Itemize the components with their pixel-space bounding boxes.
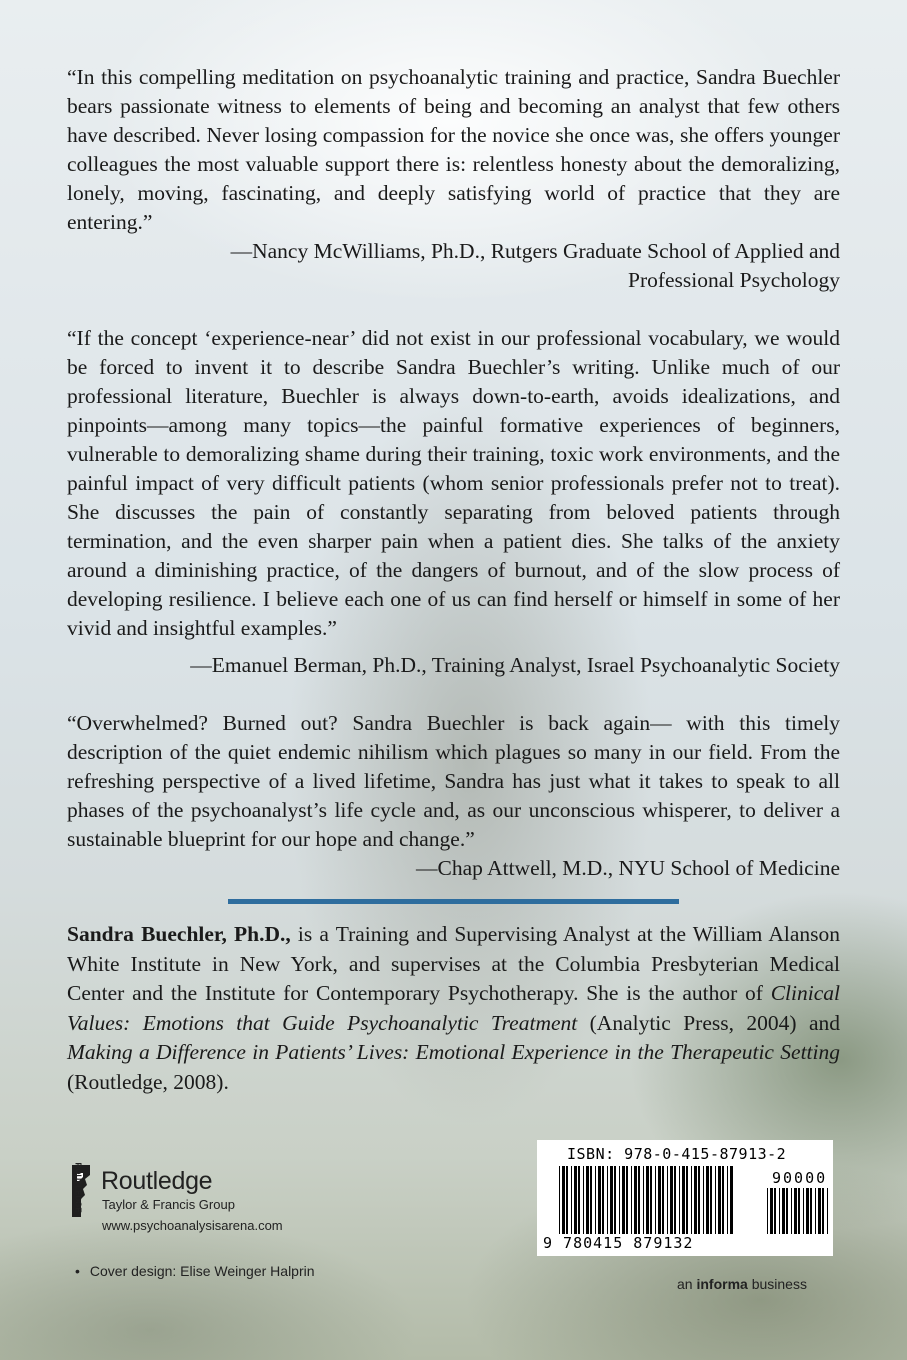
barcode-bar	[590, 1166, 592, 1234]
informa-business	[677, 1276, 807, 1292]
barcode-bar	[643, 1166, 644, 1234]
barcode-bar	[706, 1166, 709, 1234]
quote-attwell: “Overwhelmed? Burned out? Sandra Buechler is back again— with this timely description of the quiet endemic nihilism which plagues so many in our field. From the refreshing perspective of a lived lifetime, Sandra has just what it takes to speak to all phases of the psychoanalyst’s life cycle and, as our unconscious whisperer, to deliver a sustainable blueprint for our hope and change.”	[67, 711, 840, 851]
author-name: Sandra Buechler, Ph.D.,	[67, 922, 291, 946]
barcode-bar	[703, 1166, 704, 1234]
barcode-bar	[798, 1188, 800, 1234]
barcode-bar	[566, 1166, 568, 1234]
publisher-url: www.psychoanalysisarena.com	[102, 1218, 283, 1233]
barcode-bar	[803, 1188, 804, 1234]
barcode-bar	[626, 1166, 628, 1234]
barcode-bar	[631, 1166, 632, 1234]
barcode-bar	[634, 1166, 637, 1234]
barcode-bar	[774, 1188, 776, 1234]
barcode-bar	[583, 1166, 584, 1234]
barcode-bar	[794, 1188, 797, 1234]
barcode-bar	[610, 1166, 613, 1234]
attribution-mcwilliams: —Nancy McWilliams, Ph.D., Rutgers Graduate School of Applied and Professional Psychology	[230, 239, 840, 292]
barcode-bar	[670, 1166, 673, 1234]
informa-suffix: business	[747, 1276, 807, 1292]
barcode-bar	[767, 1188, 768, 1234]
barcode-bar	[614, 1166, 616, 1234]
attribution-attwell: —Chap Attwell, M.D., NYU School of Medicine	[416, 856, 840, 880]
barcode-bar	[810, 1188, 812, 1234]
informa-brand: informa	[696, 1276, 748, 1292]
barcode-bar	[674, 1166, 676, 1234]
cover-credit	[75, 1263, 315, 1279]
barcode-bar	[638, 1166, 640, 1234]
isbn-label: ISBN: 978-0-415-87913-2	[567, 1145, 787, 1163]
publisher-group: Taylor & Francis Group	[102, 1197, 235, 1212]
barcode-bar	[667, 1166, 668, 1234]
barcode-bar	[770, 1188, 773, 1234]
isbn-barcode	[537, 1140, 833, 1256]
publisher-logo	[68, 1163, 368, 1243]
barcode-bar	[686, 1166, 688, 1234]
quote-mcwilliams: “In this compelling meditation on psychoanalytic training and practice, Sandra Buechler bears passionate witness to elements of being and becoming an analyst that few others have described. Never losing compassion for the novice she once was, she offers younger colleagues the most valuable support there is: relentless honesty about the demoralizing, lonely, moving, fascinating, and deeply satisfying world of practice that they are entering.”	[67, 65, 840, 234]
barcode-bar	[818, 1188, 821, 1234]
quote-berman: “If the concept ‘experience-near’ did not exist in our professional vocabulary, we would be forced to invent it to describe Sandra Buechler’s writing. Unlike much of our professional literature, Buechler is always down-to-earth, avoids idealizations, and pinpoints—among many topics—the painful formative experiences of beginners, vulnerable to demoralizing shame during their training, toxic work environments, and the painful impact of very difficult patients (whom senior professionals prefer not to treat). She discusses the pain of constantly separating from beloved patients through termination, and the even sharper pain when a patient dies. She talks of the anxiety around a diminishing practice, of the dangers of burnout, and of the slow process of developing resilience. I believe each one of us can find herself or himself in some of her vivid and insightful examples.”	[67, 326, 840, 640]
barcode-bar	[619, 1166, 620, 1234]
barcode-bar	[658, 1166, 661, 1234]
price-code: 90000	[772, 1169, 828, 1187]
barcode-bar	[791, 1188, 792, 1234]
publisher-name: Routledge	[101, 1167, 213, 1195]
barcode-bar	[578, 1166, 580, 1234]
barcode-bar	[827, 1188, 828, 1234]
barcode-bar	[622, 1166, 625, 1234]
barcode-bar	[722, 1166, 724, 1234]
barcode-bar	[779, 1188, 780, 1234]
informa-prefix: an	[677, 1276, 697, 1292]
barcode-bar	[691, 1166, 692, 1234]
barcode-bar	[602, 1166, 604, 1234]
barcode-bar	[815, 1188, 816, 1234]
barcode-bar	[727, 1166, 728, 1234]
bio-text-2: (Analytic Press, 2004) and	[577, 1010, 840, 1035]
barcode-bar	[718, 1166, 721, 1234]
barcode-bar	[694, 1166, 697, 1234]
barcode-bar	[715, 1166, 716, 1234]
barcode-bar	[595, 1166, 596, 1234]
book-title-1: Clinical Values: Emotions that Guide Psychoanalytic Treatment	[67, 981, 840, 1035]
barcode-bar	[679, 1166, 680, 1234]
barcode-bar	[598, 1166, 601, 1234]
author-bio	[67, 920, 840, 1097]
bullet-icon: •	[75, 1263, 80, 1279]
barcode-bar	[574, 1166, 577, 1234]
routledge-vertical-mark: ROUTLEDGE	[73, 1162, 83, 1213]
barcode-bar	[786, 1188, 788, 1234]
barcode-bar	[822, 1188, 824, 1234]
barcode-bar	[782, 1188, 785, 1234]
cover-credit-text: Cover design: Elise Weinger Halprin	[89, 1263, 315, 1279]
barcode-bar	[646, 1166, 649, 1234]
barcode-bar	[559, 1166, 560, 1234]
barcode-bar	[662, 1166, 664, 1234]
barcode-bar	[650, 1166, 652, 1234]
barcode-bar	[607, 1166, 608, 1234]
bio-text-1: is a Training and Supervising Analyst at the William Alanson White Institute in New York, and supervises at the Columbia Presbyterian Medical Center and the Institute for Contemporary Psychotherapy. She is the author of	[67, 922, 840, 1005]
attribution-berman: —Emanuel Berman, Ph.D., Training Analyst, Israel Psychoanalytic Society	[190, 653, 840, 677]
barcode-bar	[730, 1166, 733, 1234]
barcode-bar	[682, 1166, 685, 1234]
barcode-bar	[710, 1166, 712, 1234]
barcode-bar	[562, 1166, 565, 1234]
barcode-bar	[698, 1166, 700, 1234]
bio-text-3: (Routledge, 2008).	[67, 1069, 229, 1094]
barcode-bar	[806, 1188, 809, 1234]
book-title-2: Making a Difference in Patients’ Lives: Emotional Experience in the Therapeutic Setting	[67, 1040, 840, 1064]
barcode-bar	[655, 1166, 656, 1234]
barcode-bar	[571, 1166, 572, 1234]
barcode-digits: 9 780415 879132	[543, 1234, 694, 1252]
barcode-bar	[586, 1166, 589, 1234]
section-divider	[228, 899, 679, 904]
